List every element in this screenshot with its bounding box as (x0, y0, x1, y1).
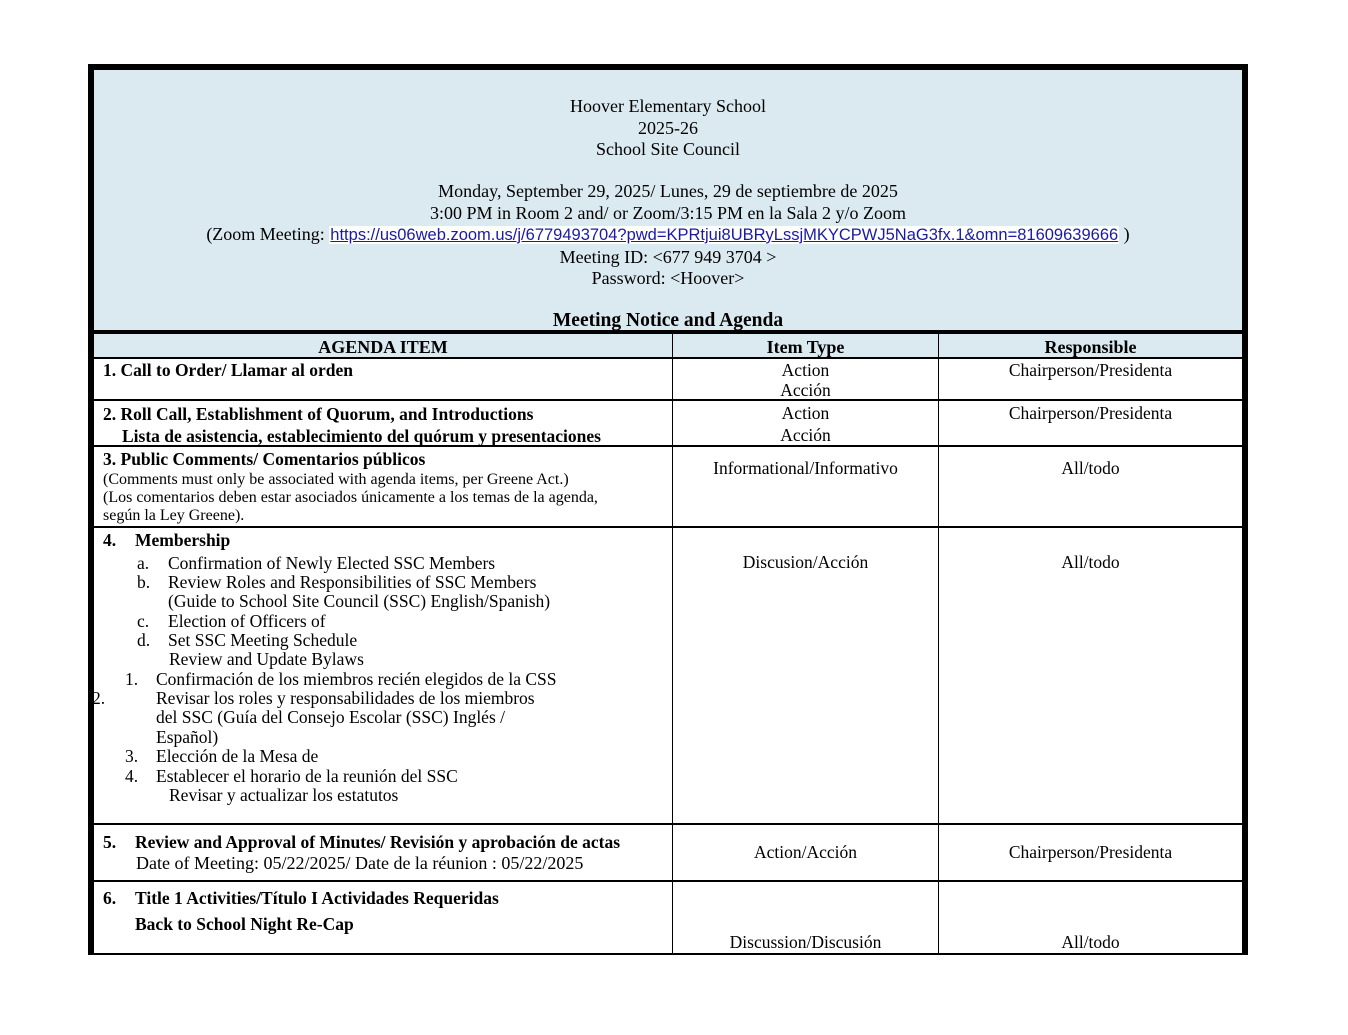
agenda-item-note: Date of Meeting: 05/22/2025/ Date de la réunion : 05/22/2025 (136, 853, 584, 873)
table-row (94, 447, 1242, 528)
item-type: Discusion/Acción (742, 552, 869, 572)
meeting-time: 3:00 PM in Room 2 and/ or Zoom/3:15 PM en la Sala 2 y/o Zoom (430, 202, 906, 223)
responsible: All/todo (1061, 932, 1120, 952)
agenda-item-number: 5. (103, 832, 117, 852)
sub-item-marker: 2. (92, 688, 106, 708)
responsible: Chairperson/Presidenta (1008, 360, 1173, 380)
table-row (94, 528, 1242, 825)
agenda-item-title-es: Lista de asistencia, establecimiento del quórum y presentaciones (122, 426, 601, 446)
zoom-meeting-link[interactable]: https://us06web.zoom.us/j/6779493704?pwd=KPRtjui8UBRyLssjMKYCPWJ5NaG3fx.1&omn=81609639666 (330, 226, 1119, 244)
item-type-es: Acción (780, 380, 831, 400)
responsible: Chairperson/Presidenta (1008, 403, 1173, 423)
agenda-item-number: 6. (103, 888, 117, 908)
agenda-item-note: (Comments must only be associated with agenda items, per Greene Act.) (103, 471, 569, 488)
sub-item-text: Election of Officers of (168, 611, 326, 631)
sub-item-text: Review and Update Bylaws (169, 649, 364, 669)
school-name: Hoover Elementary School (570, 96, 766, 116)
sub-item-text: Review Roles and Responsibilities of SSC Members (168, 572, 537, 592)
sub-item-text: Establecer el horario de la reunión del SSC (156, 766, 458, 786)
agenda-item-title: 3. Public Comments/ Comentarios públicos (103, 449, 426, 469)
agenda-item-title: Membership (135, 530, 231, 550)
column-header-item-type: Item Type (673, 334, 939, 357)
sub-item-text: Español) (156, 727, 219, 747)
meeting-password: Password: <Hoover> (591, 268, 745, 288)
agenda-document (88, 64, 1248, 955)
item-type: Informational/Informativo (713, 458, 898, 478)
sub-item-marker: 3. (125, 746, 139, 766)
sub-item-text: Set SSC Meeting Schedule (168, 630, 358, 650)
zoom-suffix: ) (1119, 224, 1130, 244)
zoom-prefix: (Zoom Meeting: (206, 224, 330, 244)
sub-item-marker: c. (137, 611, 150, 631)
sub-item-text: Confirmación de los miembros recién elegidos de la CSS (156, 669, 557, 689)
item-type-es: Acción (780, 425, 831, 445)
item-type-en: Action (781, 360, 830, 380)
meeting-header (94, 70, 1242, 334)
agenda-item-note: según la Ley Greene). (103, 507, 245, 524)
table-row (94, 882, 1242, 955)
sub-item-text: Confirmation of Newly Elected SSC Members (168, 553, 496, 573)
item-type: Discussion/Discusión (729, 932, 882, 952)
meeting-date: Monday, September 29, 2025/ Lunes, 29 de septiembre de 2025 (438, 181, 898, 201)
sub-item-marker: 1. (125, 669, 139, 689)
sub-item-marker: b. (137, 572, 151, 592)
sub-item-text: (Guide to School Site Council (SSC) English/Spanish) (168, 591, 551, 611)
column-header-responsible: Responsible (1044, 337, 1137, 357)
meeting-id: Meeting ID: <677 949 3704 > (559, 246, 777, 267)
sub-item-marker: d. (137, 630, 151, 650)
zoom-line (94, 224, 1242, 247)
responsible: Chairperson/Presidenta (1008, 842, 1173, 862)
sub-item-text: Revisar los roles y responsabilidades de los miembros (156, 688, 535, 708)
responsible: All/todo (1061, 552, 1120, 572)
agenda-item-title: Review and Approval of Minutes/ Revisión y aprobación de actas (135, 832, 621, 852)
agenda-item-subtitle: Back to School Night Re-Cap (135, 914, 354, 934)
table-row (94, 359, 1242, 401)
agenda-item-title: 1. Call to Order/ Llamar al orden (103, 360, 353, 380)
item-type-en: Action (781, 403, 830, 423)
sub-item-marker: a. (137, 553, 150, 573)
sub-item-marker: 4. (125, 766, 139, 786)
agenda-item-title: 2. Roll Call, Establishment of Quorum, and Introductions (103, 404, 534, 424)
sub-item-text: Revisar y actualizar los estatutos (169, 785, 399, 805)
table-row (94, 401, 1242, 447)
column-header-agenda-item: AGENDA ITEM (94, 334, 673, 357)
agenda-title: Meeting Notice and Agenda (552, 310, 784, 331)
item-type: Action/Acción (753, 842, 858, 862)
agenda-item-title: Title 1 Activities/Título I Actividades Requeridas (135, 888, 499, 908)
table-row (94, 825, 1242, 882)
agenda-item-note: (Los comentarios deben estar asociados únicamente a los temas de la agenda, (103, 489, 598, 506)
agenda-item-number: 4. (103, 530, 117, 550)
school-year: 2025-26 (638, 117, 698, 138)
sub-item-text: del SSC (Guía del Consejo Escolar (SSC) Inglés / (156, 707, 506, 727)
responsible: All/todo (1061, 458, 1120, 478)
council-name: School Site Council (596, 139, 740, 159)
sub-item-text: Elección de la Mesa de (156, 746, 319, 766)
table-header-row (94, 334, 1242, 359)
